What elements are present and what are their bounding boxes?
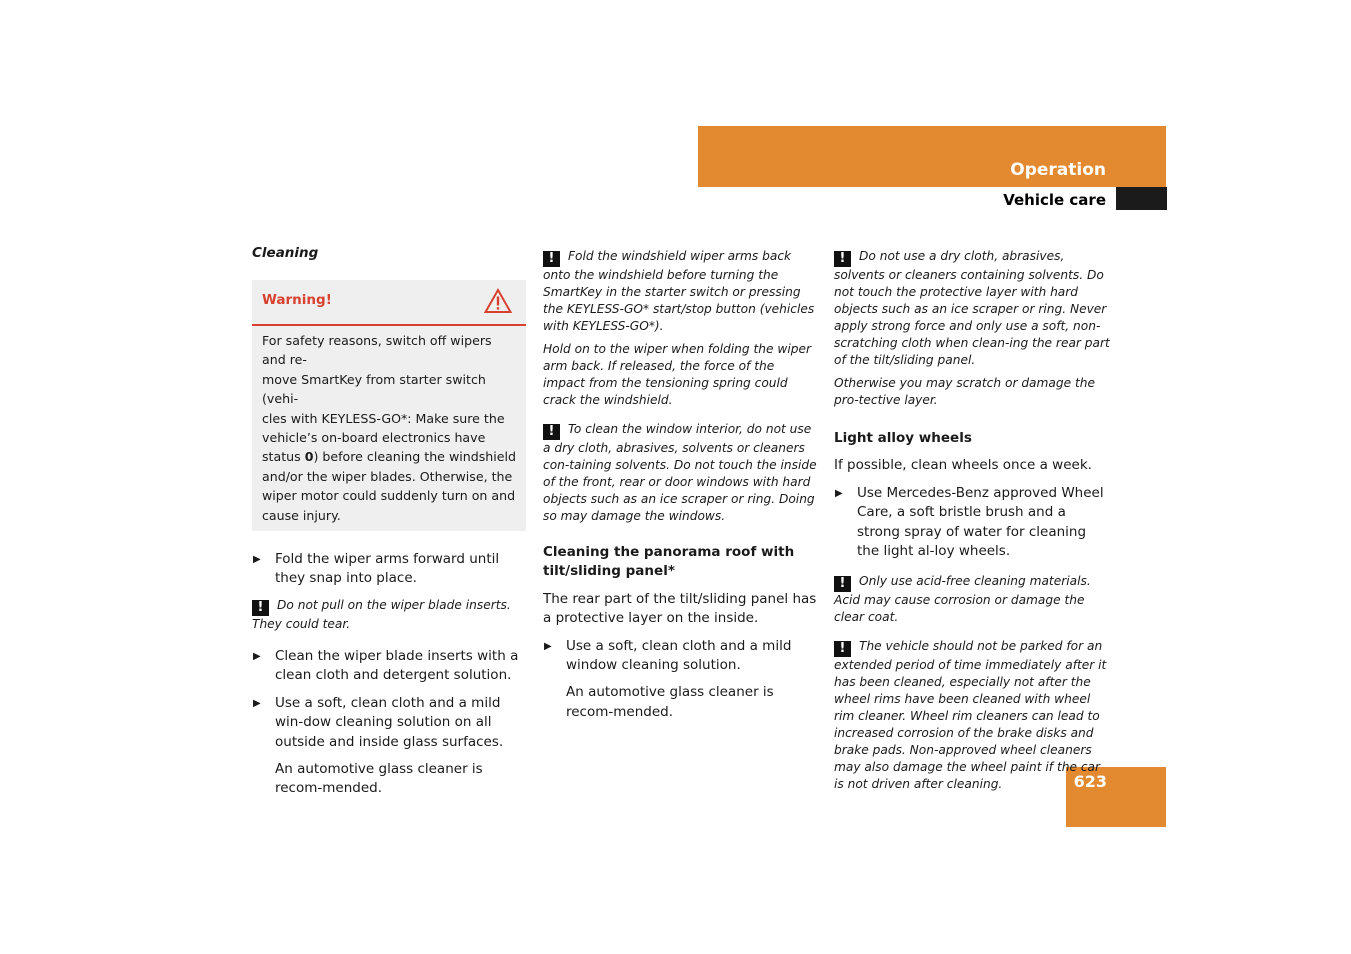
section-tab	[1116, 187, 1167, 210]
bullet-arrow-icon: ▶	[835, 487, 843, 499]
notice-hold-wiper: Hold on to the wiper when folding the wiper arm back. If released, the force of the impact from the tensioning spring could crack the windshield.	[543, 342, 811, 407]
warning-text: For safety reasons, switch off wipers and re- move SmartKey from starter switch (vehi- cles with KEYLESS-GO*: Make sure the vehicle’s on-board electronics have status 0) before cleaning the windshield and/or the wiper blades. Otherwise, the wiper motor could suddenly turn on and cause injury.	[262, 333, 516, 523]
light-alloy-wheels-heading: Light alloy wheels	[834, 430, 972, 446]
panorama-roof-intro: The rear part of the tilt/sliding panel has a protective layer on the inside.	[543, 590, 817, 627]
exclamation-icon: !	[834, 251, 851, 267]
subsection-title: Vehicle care	[1003, 191, 1106, 209]
glass-cleaner-recommendation: An automotive glass cleaner is recom-mended.	[275, 760, 483, 797]
instruction-clean-panorama: ▶ Use a soft, clean cloth and a mild window cleaning solution.	[544, 637, 792, 674]
exclamation-icon: !	[834, 641, 851, 657]
section-title: Operation	[1010, 160, 1106, 180]
column-left	[252, 244, 526, 807]
notice-wiper-inserts: ! Do not pull on the wiper blade inserts. They could tear.	[252, 597, 511, 631]
bullet-arrow-icon: ▶	[544, 640, 552, 652]
exclamation-icon: !	[252, 600, 269, 616]
notice-scratch: Otherwise you may scratch or damage the pro-tective layer.	[834, 376, 1095, 407]
instruction-clean-wheels: ▶ Use Mercedes-Benz approved Wheel Care, a soft bristle brush and a strong spray of water for cleaning the light al-loy wheels.	[835, 484, 1104, 560]
bullet-arrow-icon: ▶	[253, 650, 261, 662]
page-number: 623	[1073, 772, 1107, 791]
notice-parking-after-cleaning: ! The vehicle should not be parked for an extended period of time immediately after it has been cleaned, especially not after the wheel rims have been cleaned with wheel rim cleaner. Wheel rim cleaners can lead to increased corrosion of the brake disks and brake pads. Non-approved wheel cleaners may also damage the wheel paint if the car is not driven after cleaning.	[834, 639, 1107, 792]
notice-protective-layer: ! Do not use a dry cloth, abrasives, solvents or cleaners containing solvents. Do not touch the protective layer with hard objects such as an ice scraper or ring. Never apply strong force and only use a soft, non-scratching cloth when clean-ing the rear part of the tilt/sliding panel.	[834, 249, 1110, 367]
glass-cleaner-recommendation: An automotive glass cleaner is recom-mended.	[566, 684, 774, 720]
exclamation-icon: !	[543, 424, 560, 440]
notice-fold-wiper-back: ! Fold the windshield wiper arms back onto the windshield before turning the SmartKey in the starter switch or pressing the KEYLESS-GO* start/stop button (vehicles with KEYLESS-GO*).	[543, 249, 815, 333]
wheels-intro: If possible, clean wheels once a week.	[834, 457, 1092, 474]
warning-header	[252, 280, 526, 326]
bullet-arrow-icon: ▶	[253, 554, 261, 566]
warning-box	[252, 280, 526, 531]
cleaning-heading: Cleaning	[252, 245, 319, 261]
bullet-arrow-icon: ▶	[253, 697, 261, 709]
warning-label: Warning!	[262, 292, 332, 308]
instruction-fold-wiper-arms: ▶ Fold the wiper arms forward until they snap into place.	[253, 551, 500, 587]
notice-acid-free: ! Only use acid-free cleaning materials. Acid may cause corrosion or damage the clear coat.	[834, 574, 1091, 625]
column-right	[834, 244, 1110, 799]
warning-triangle-icon	[484, 288, 512, 314]
notice-window-interior: ! To clean the window interior, do not use a dry cloth, abrasives, solvents or cleaners con-taining solvents. Do not touch the inside of the front, rear or door windows with hard objects such as an ice scraper or ring. Doing so may damage the windows.	[543, 422, 817, 523]
exclamation-icon: !	[834, 576, 851, 592]
instruction-clean-wiper-inserts: ▶ Clean the wiper blade inserts with a clean cloth and detergent solution.	[253, 647, 519, 684]
exclamation-icon: !	[543, 251, 560, 267]
panorama-roof-heading: Cleaning the panorama roof with tilt/sliding panel*	[543, 544, 795, 580]
column-middle	[543, 244, 819, 730]
instruction-clean-glass: ▶ Use a soft, clean cloth and a mild win-dow cleaning solution on all outside and inside glass surfaces.	[253, 694, 504, 750]
